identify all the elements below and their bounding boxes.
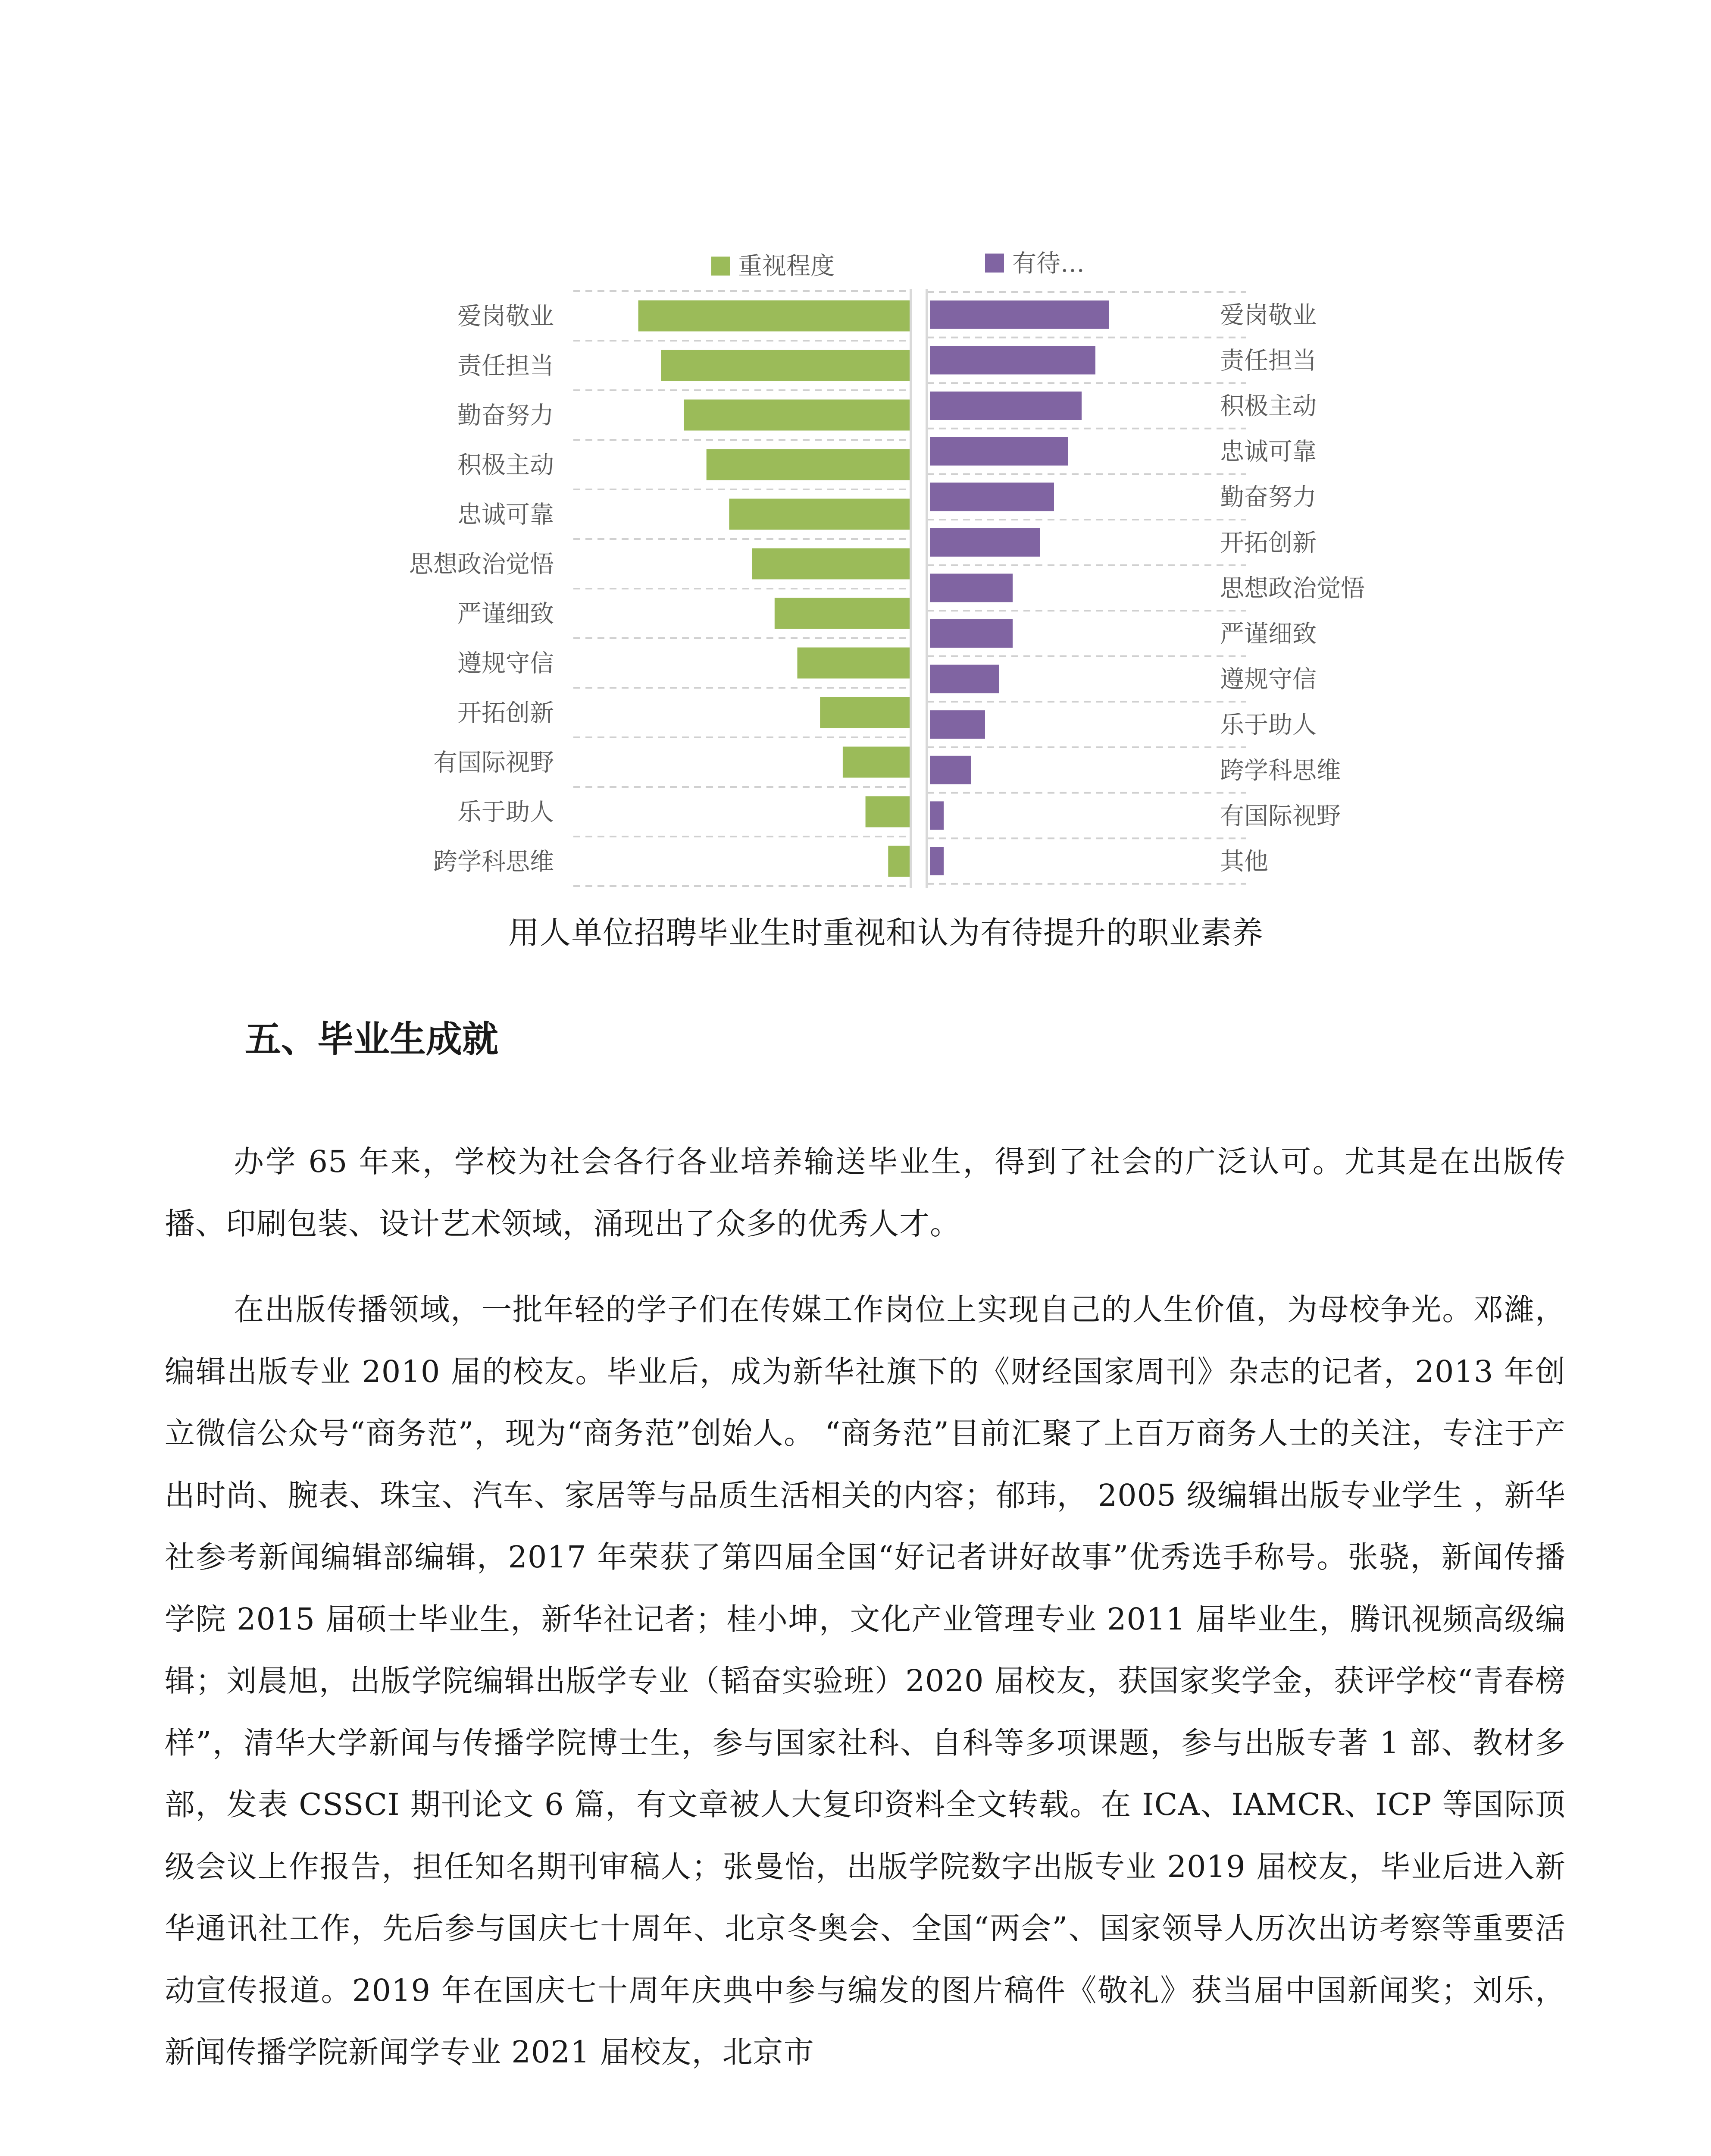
category-label-left: 遵规守信	[457, 649, 554, 678]
category-label-right: 遵规守信	[1220, 665, 1317, 694]
bar-left	[843, 747, 911, 778]
bar-right	[930, 619, 1013, 648]
category-label-left: 勤奋努力	[457, 401, 554, 430]
bar-left	[707, 449, 911, 480]
bar-right	[930, 528, 1040, 557]
bar-left	[684, 400, 911, 431]
legend-label-right: 有待…	[1012, 250, 1085, 278]
bar-right	[930, 665, 999, 693]
category-label-left: 开拓创新	[457, 699, 554, 727]
figure-caption: 用人单位招聘毕业生时重视和认为有待提升的职业素养	[508, 915, 1264, 951]
bar-right	[930, 573, 1013, 602]
bar-right	[930, 483, 1054, 511]
bar-right	[930, 756, 971, 784]
category-label-left: 忠诚可靠	[457, 501, 554, 529]
paragraph: 在出版传播领域，一批年轻的学子们在传媒工作岗位上实现自己的人生价值，为母校争光。邓濰，编辑出版专业 2010 届的校友。毕业后，成为新华社旗下的《财经国家周刊》杂志的记者，2013 年创立微信公众号“商务范”，现为“商务范”创始人。 “商务范”目前汇聚了上百万商务人士的关注，专注于产出时尚、腕表、珠宝、汽车、家居等与品质生活相关的内容；郁玮， 2005 级编辑出版专业学生 ，新华社参考新闻编辑部编辑，2017 年荣获了第四届全国“好记者讲好故事”优秀选手称号。张骁，新闻传播学院 2015 届硕士毕业生，新华社记者；桂小坤，文化产业管理专业 2011 届毕业生，腾讯视频高级编辑；刘晨旭，出版学院编辑出版学专业（韬奋实验班）2020 届校友，获国家奖学金，获评学校“青春榜样”，清华大学新闻与传播学院博士生，参与国家社科、自科等多项课题，参与出版专著 1 部、教材多部，发表 CSSCI 期刊论文 6 篇，有文章被人大复印资料全文转载。在 ICA、IAMCR、ICP 等国际顶级会议上作报告，担任知名期刊审稿人；张曼怡，出版学院数字出版专业 2019 届校友，毕业后进入新华通讯社工作，先后参与国庆七十周年、北京冬奥会、全国“两会”、国家领导人历次出访考察等重要活动宣传报道。2019 年在国庆七十周年庆典中参与编发的图片稿件《敬礼》获当届中国新闻奖；刘乐，新闻传播学院新闻学专业 2021 届校友，北京市	[165, 1292, 1566, 2070]
category-label-right: 思想政治觉悟	[1220, 574, 1365, 603]
bar-right	[930, 847, 944, 875]
category-label-right: 有国际视野	[1220, 802, 1341, 830]
right-category-labels	[1220, 301, 1365, 876]
category-label-right: 勤奋努力	[1220, 483, 1317, 512]
bar-left	[775, 598, 911, 629]
left-category-labels	[409, 303, 554, 876]
category-label-right: 跨学科思维	[1220, 756, 1341, 785]
bar-right	[930, 392, 1082, 420]
chart	[0, 0, 1711, 906]
category-label-left: 思想政治觉悟	[409, 550, 554, 579]
category-label-right: 开拓创新	[1220, 529, 1317, 557]
bar-right	[930, 346, 1095, 374]
category-label-right: 忠诚可靠	[1220, 438, 1317, 466]
legend-swatch-right	[985, 254, 1004, 273]
bar-left	[752, 548, 911, 580]
bar-left	[661, 350, 911, 381]
category-label-left: 爱岗敬业	[457, 302, 554, 331]
bar-right	[930, 710, 985, 739]
bar-left	[638, 301, 911, 332]
bar-right	[930, 437, 1068, 466]
paragraph: 办学 65 年来，学校为社会各行各业培养输送毕业生，得到了社会的广泛认可。尤其是在出版传播、印刷包装、设计艺术领域，涌现出了众多的优秀人才。	[165, 1144, 1566, 1241]
legend-label-left: 重视程度	[738, 252, 835, 280]
bar-left	[820, 697, 911, 728]
bar-left	[888, 846, 911, 877]
bar-left	[729, 499, 911, 530]
bar-right	[930, 301, 1109, 329]
category-label-left: 责任担当	[457, 352, 554, 380]
category-label-left: 严谨细致	[457, 600, 554, 628]
bar-left	[798, 648, 911, 679]
category-label-right: 其他	[1220, 848, 1268, 876]
category-label-left: 跨学科思维	[433, 848, 554, 876]
right-bars	[930, 301, 1109, 875]
left-bars	[638, 301, 911, 877]
category-label-right: 严谨细致	[1220, 620, 1317, 648]
section-heading: 五、毕业生成就	[245, 1018, 499, 1060]
bar-right	[930, 801, 944, 830]
category-label-right: 乐于助人	[1220, 711, 1317, 740]
category-label-right: 责任担当	[1220, 347, 1317, 375]
category-label-right: 爱岗敬业	[1220, 301, 1317, 329]
category-label-left: 有国际视野	[433, 749, 554, 777]
legend-swatch-left	[711, 257, 730, 276]
bar-left	[866, 796, 911, 827]
category-label-left: 乐于助人	[457, 798, 554, 827]
category-label-left: 积极主动	[457, 451, 554, 479]
category-label-right: 积极主动	[1220, 392, 1317, 420]
